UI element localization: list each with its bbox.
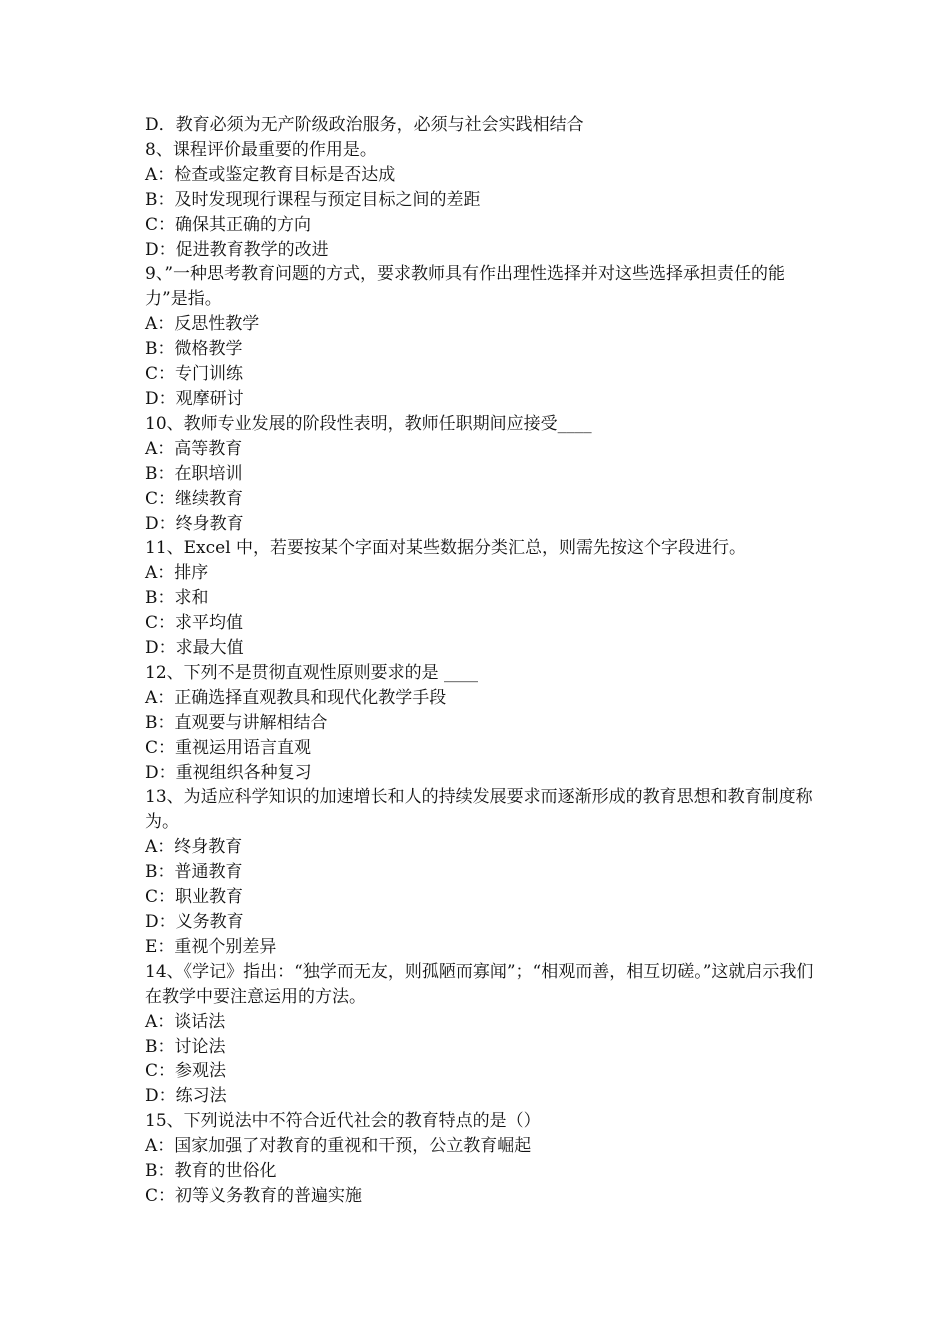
answer-option: A：终身教育 <box>145 837 243 858</box>
question-text: 10、教师专业发展的阶段性表明，教师任职期间应接受____ <box>145 413 592 434</box>
answer-option: D：义务教育 <box>145 912 244 932</box>
answer-option: B：教育的世俗化 <box>145 1161 277 1182</box>
answer-option: D．教育必须为无产阶级政治服务，必须与社会实践相结合 <box>145 115 584 135</box>
question-text: 14、《学记》指出：“独学而无友，则孤陋而寡闻”；“相观而善，相互切磋。”这就启示我们在教学中要注意运用的方法。 <box>145 961 814 1007</box>
answer-option: A：排序 <box>145 563 209 584</box>
answer-option: B：微格教学 <box>145 339 243 360</box>
question-text: 9、”一种思考教育问题的方式，要求教师具有作出理性选择并对这些选择承担责任的能力”是指。 <box>145 264 786 310</box>
question-text: 11、Excel 中，若要按某个字面对某些数据分类汇总，则需先按这个字段进行。 <box>145 538 747 559</box>
answer-option: C：参观法 <box>145 1061 227 1082</box>
document-body <box>145 113 815 1209</box>
answer-option: C：职业教育 <box>145 887 244 908</box>
question-text: 15、下列说法中不符合近代社会的教育特点的是（） <box>145 1111 541 1132</box>
answer-option: D：促进教育教学的改进 <box>145 239 329 260</box>
question-text: 8、课程评价最重要的作用是。 <box>145 139 377 160</box>
question-text: 13、为适应科学知识的加速增长和人的持续发展要求而逐渐形成的教育思想和教育制度称为。 <box>145 787 813 833</box>
answer-option: B：在职培训 <box>145 463 243 484</box>
answer-option: A：国家加强了对教育的重视和干预，公立教育崛起 <box>145 1136 532 1157</box>
answer-option: B：及时发现现行课程与预定目标之间的差距 <box>145 189 481 210</box>
answer-option: D：重视组织各种复习 <box>145 762 312 783</box>
question-text: 12、下列不是贯彻直观性原则要求的是 ____ <box>145 662 479 683</box>
answer-option: A：谈话法 <box>145 1011 226 1032</box>
answer-option: C：专门训练 <box>145 364 244 385</box>
answer-option: D：终身教育 <box>145 513 244 534</box>
answer-option: C：求平均值 <box>145 613 244 634</box>
answer-option: C：重视运用语言直观 <box>145 737 312 758</box>
answer-option: B：直观要与讲解相结合 <box>145 712 328 733</box>
answer-option: A：正确选择直观教具和现代化教学手段 <box>145 687 447 708</box>
answer-option: D：练习法 <box>145 1086 227 1107</box>
answer-option: C：确保其正确的方向 <box>145 214 312 235</box>
answer-option: A：检查或鉴定教育目标是否达成 <box>145 164 396 185</box>
answer-option: E：重视个别差异 <box>145 936 277 957</box>
answer-option: D：求最大值 <box>145 638 244 659</box>
answer-option: B：求和 <box>145 588 209 609</box>
answer-option: C：初等义务教育的普遍实施 <box>145 1185 363 1206</box>
answer-option: A：高等教育 <box>145 438 243 459</box>
answer-option: D：观摩研讨 <box>145 388 244 409</box>
answer-option: C：继续教育 <box>145 488 244 509</box>
answer-option: B：讨论法 <box>145 1036 226 1057</box>
answer-option: B：普通教育 <box>145 862 243 883</box>
answer-option: A：反思性教学 <box>145 314 260 335</box>
